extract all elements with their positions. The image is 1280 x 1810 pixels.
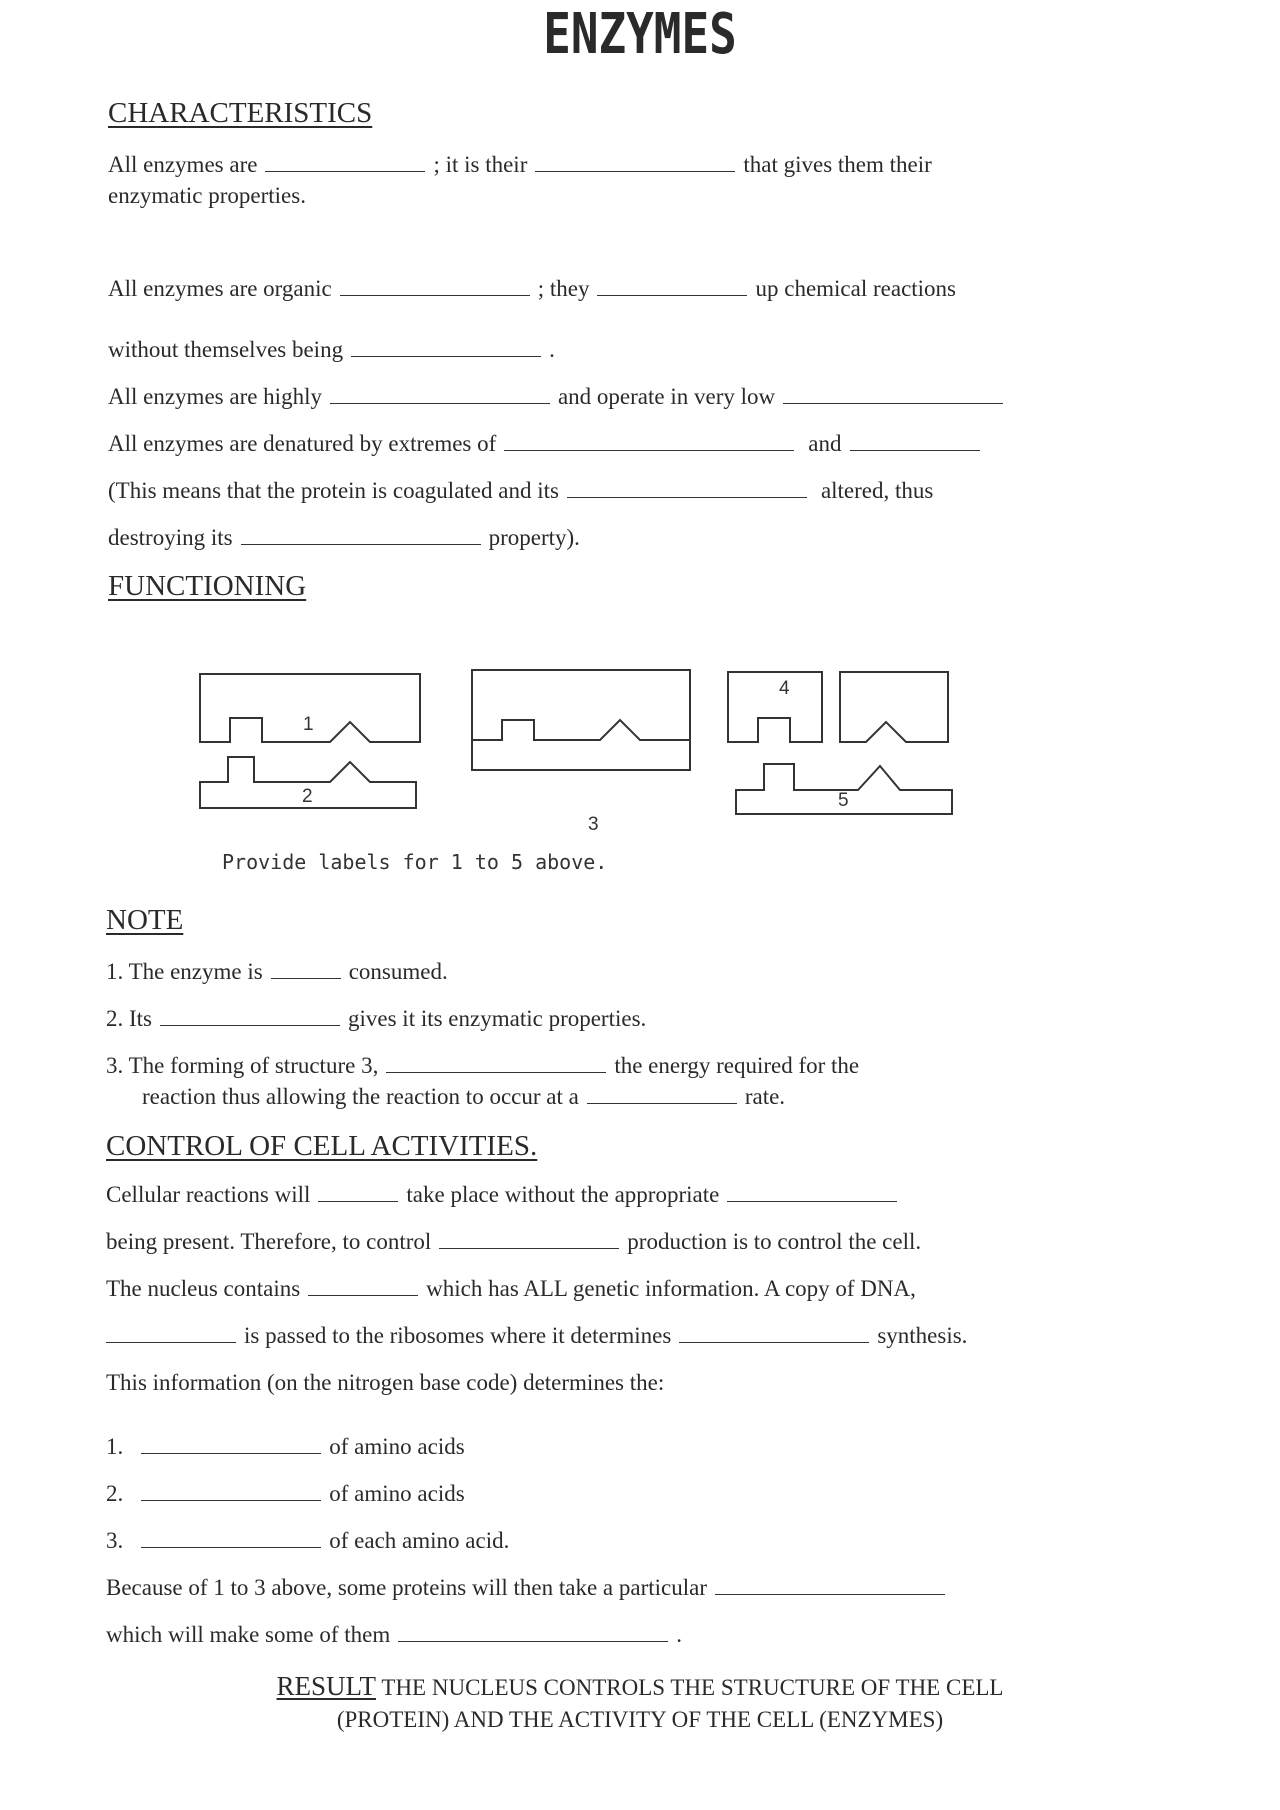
text: destroying its [108,525,233,550]
fill-blank[interactable] [727,1200,897,1202]
enzyme-shape-c-left [728,672,822,742]
fill-blank[interactable] [398,1640,668,1642]
control-line-2 [106,1227,921,1257]
text: being present. Therefore, to control [106,1229,432,1254]
control-line-5: This information (on the nitrogen base code) determines the: [106,1370,665,1395]
note-heading: NOTE [106,904,184,936]
fill-blank[interactable] [141,1546,321,1548]
control-line-4 [106,1321,967,1351]
control-list-item-2 [106,1479,465,1509]
fill-blank[interactable] [141,1452,321,1454]
control-line-1 [106,1180,905,1210]
text: All enzymes are organic [108,276,332,301]
control-list-item-3 [106,1526,509,1556]
text: of amino acids [329,1481,465,1506]
text: take place without the appropriate [406,1182,720,1207]
fill-blank[interactable] [308,1294,418,1296]
diagram-label-3: 3 [588,814,599,835]
control-line-6 [106,1573,953,1603]
text: ; they [537,276,590,301]
result-line-2: (PROTEIN) AND THE ACTIVITY OF THE CELL (ENZYMES) [336,1707,944,1732]
text: synthesis. [877,1323,968,1348]
text: which will make some of them [106,1622,391,1647]
fill-blank[interactable] [160,1024,340,1026]
text: 2. Its [106,1006,152,1031]
text: 1. The enzyme is [106,959,263,984]
fill-blank[interactable] [141,1499,321,1501]
text: of amino acids [329,1434,465,1459]
text: . [676,1622,682,1647]
fill-blank[interactable] [106,1341,236,1343]
text: which has ALL genetic information. A copy of DNA, [426,1276,916,1301]
diagram-label-4: 4 [779,678,790,699]
note-item-3b [142,1082,785,1112]
text: reaction thus allowing the reaction to occur at a [142,1084,579,1109]
diagram-label-1: 1 [303,714,314,735]
text: All enzymes are [108,152,258,177]
text: consumed. [348,959,448,984]
result-label: RESULT [276,1671,377,1701]
text: without themselves being [108,337,344,362]
text: up chemical reactions [755,276,957,301]
text: Cellular reactions will [106,1182,311,1207]
text: altered, thus [820,478,934,503]
note-item-1 [106,957,448,987]
text: Because of 1 to 3 above, some proteins will then take a particular [106,1575,707,1600]
functioning-heading: FUNCTIONING [108,570,307,602]
fill-blank[interactable] [271,977,341,979]
text: of each amino acid. [329,1528,510,1553]
page-title: ENZYMES [543,2,737,67]
control-line-3 [106,1274,916,1304]
result-line-1 [0,1670,1280,1704]
control-heading: CONTROL OF CELL ACTIVITIES. [106,1130,538,1162]
diagram-caption: Provide labels for 1 to 5 above. [222,850,608,874]
text: and [808,431,842,456]
enzyme-shape-c-right [840,672,948,742]
text: 3. [106,1528,124,1553]
control-list-item-1 [106,1432,465,1462]
text: property). [488,525,580,550]
text: (This means that the protein is coagulated and its [108,478,559,503]
text: the energy required for the [614,1053,860,1078]
control-line-7 [106,1620,682,1650]
text: 1. [106,1434,124,1459]
fill-blank[interactable] [587,1102,737,1104]
text: production is to control the cell. [627,1229,922,1254]
diagram-label-5: 5 [838,790,849,811]
complex-line-b [472,720,690,740]
text: ; it is their [433,152,528,177]
fill-blank[interactable] [318,1200,398,1202]
text: 3. The forming of structure 3, [106,1053,379,1078]
characteristics-heading: CHARACTERISTICS [108,97,373,129]
text: and operate in very low [557,384,776,409]
characteristics-line-1b: enzymatic properties. [108,183,306,208]
text: rate. [744,1084,786,1109]
fill-blank[interactable] [715,1593,945,1595]
diagram-label-2: 2 [302,786,313,807]
text: gives it its enzymatic properties. [348,1006,647,1031]
fill-blank[interactable] [439,1247,619,1249]
text: is passed to the ribosomes where it determines [244,1323,672,1348]
note-item-2 [106,1004,646,1034]
enzyme-substrate-diagram [0,0,1280,860]
text: All enzymes are denatured by extremes of [108,431,497,456]
note-item-3 [106,1051,859,1081]
fill-blank[interactable] [679,1341,869,1343]
text: that gives them their [743,152,932,177]
text: 2. [106,1481,124,1506]
result-text-1: THE NUCLEUS CONTROLS THE STRUCTURE OF THE CELL [381,1675,1004,1700]
text: The nucleus contains [106,1276,301,1301]
fill-blank[interactable] [386,1071,606,1073]
text: . [549,337,555,362]
text: All enzymes are highly [108,384,322,409]
